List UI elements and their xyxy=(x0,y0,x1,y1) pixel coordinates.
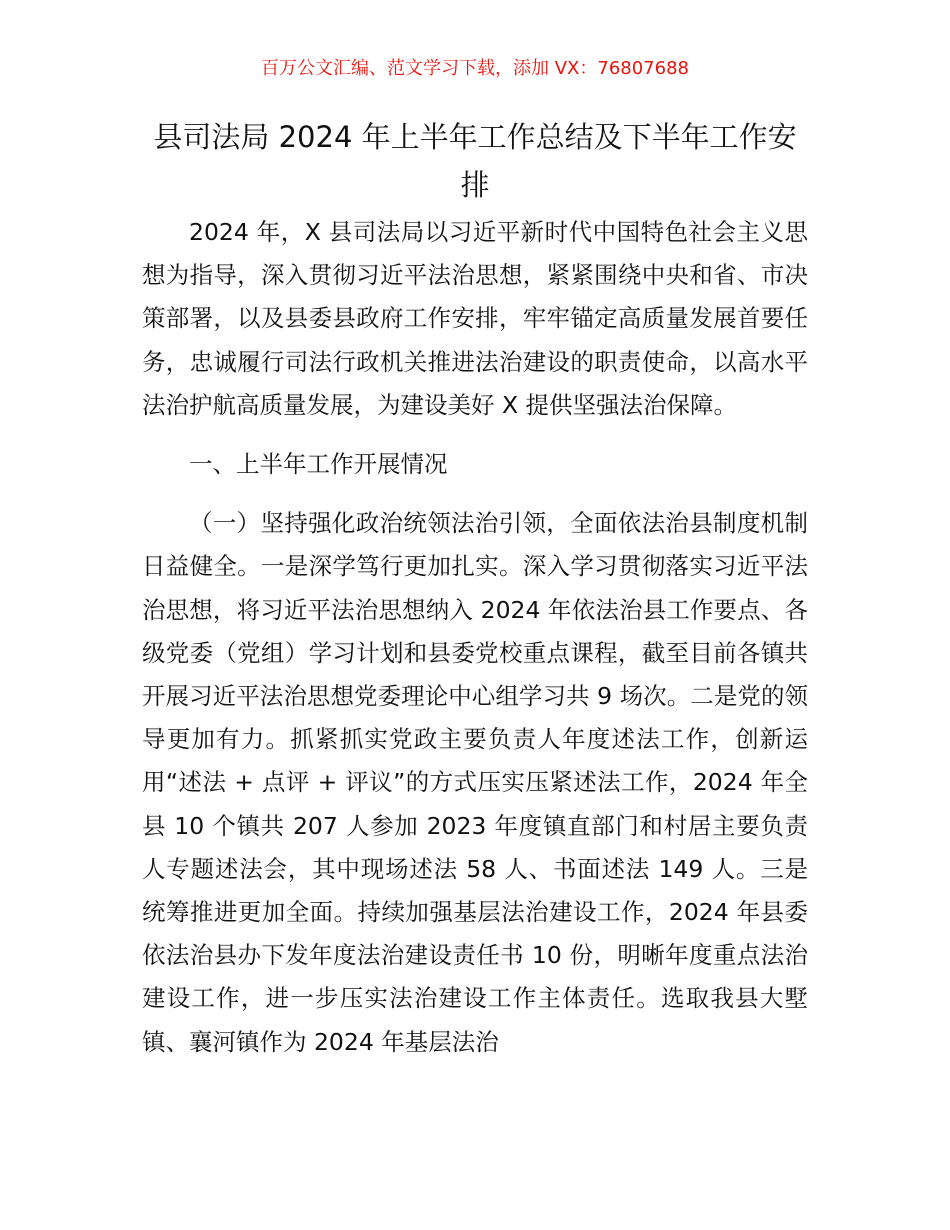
document-body xyxy=(142,211,808,1064)
body-paragraph: （一）坚持强化政治统领法治引领，全面依法治县制度机制日益健全。一是深学笃行更加扎实。深入学习贯彻落实习近平法治思想，将习近平法治思想纳入 2024 年依法治县工作要点、各级党委（党组）学习计划和县委党校重点课程，截至目前各镇共开展习近平法治思想党委理论中心组学习共 9 场次。二是党的领导更加有力。抓紧抓实党政主要负责人年度述法工作，创新运用“述法 + 点评 + 评议”的方式压实压紧述法工作，2024 年全县 10 个镇共 207 人参加 2023 年度镇直部门和村居主要负责人专题述法会，其中现场述法 58 人、书面述法 149 人。三是统筹推进更加全面。持续加强基层法治建设工作，2024 年县委依法治县办下发年度法治建设责任书 10 份，明晰年度重点法治建设工作，进一步压实法治建设工作主体责任。选取我县大墅镇、襄河镇作为 2024 年基层法治 xyxy=(142,509,808,1056)
section-heading: 一、上半年工作开展情况 xyxy=(189,450,448,479)
header-banner: 百万公文汇编、范文学习下载，添加 VX：76807688 xyxy=(261,58,689,79)
intro-paragraph: 2024 年，X 县司法局以习近平新时代中国特色社会主义思想为指导，深入贯彻习近平法治思想，紧紧围绕中央和省、市决策部署，以及县委县政府工作安排，牢牢锚定高质量发展首要任务，忠诚履行司法行政机关推进法治建设的职责使命，以高水平法治护航高质量发展，为建设美好 X 提供坚强法治保障。 xyxy=(142,218,808,419)
document-title: 县司法局 2024 年上半年工作总结及下半年工作安排 xyxy=(153,120,797,202)
